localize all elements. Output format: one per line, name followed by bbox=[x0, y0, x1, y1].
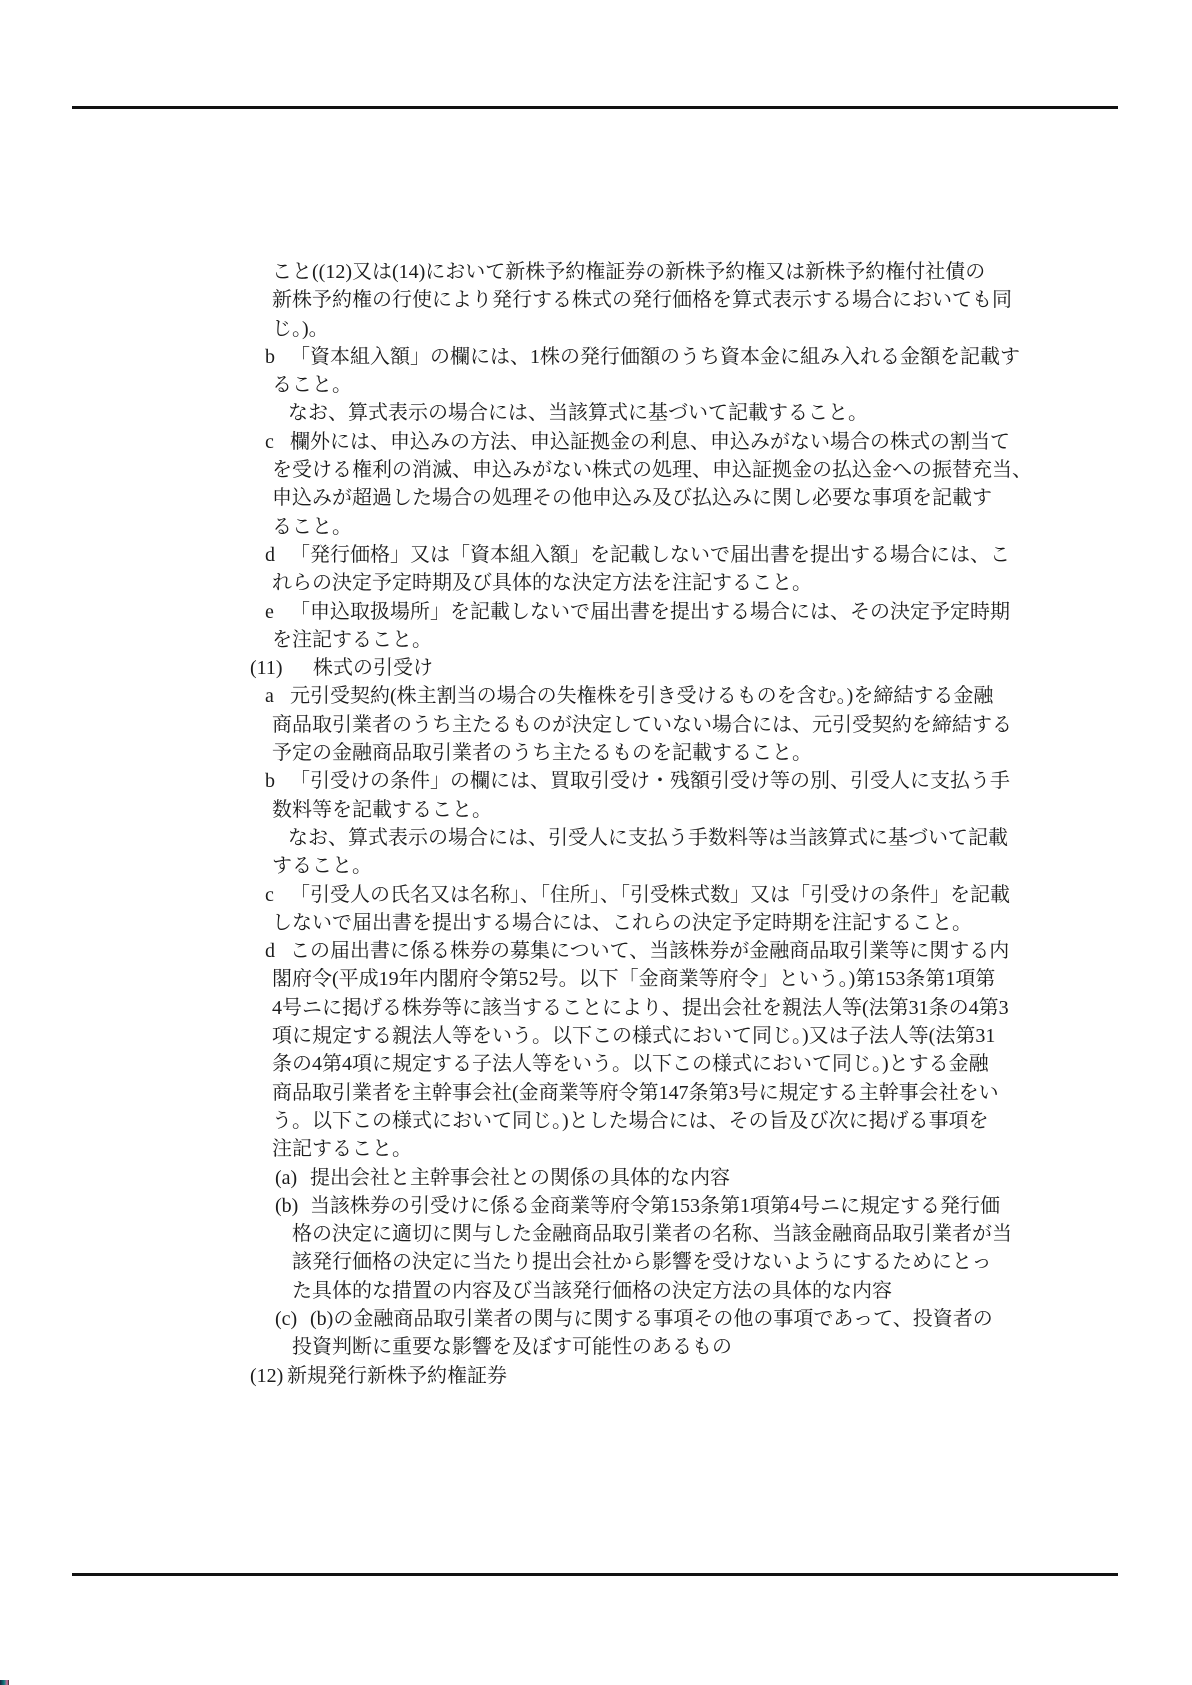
text-line bbox=[250, 286, 1012, 314]
line-text: なお、算式表示の場合には、当該算式に基づいて記載すること。 bbox=[288, 402, 868, 425]
line-text: 提出会社と主幹事会社との関係の具体的な内容 bbox=[310, 1166, 730, 1189]
line-text: (b)の金融商品取引業者の関与に関する事項その他の事項であって、投資者の bbox=[310, 1307, 993, 1330]
item-marker: (12) bbox=[250, 1364, 284, 1387]
line-text: 申込みが超過した場合の処理その他申込み及び払込みに関し必要な事項を記載す bbox=[272, 487, 992, 510]
line-text: 欄外には、申込みの方法、申込証拠金の利息、申込みがない場合の株式の割当て bbox=[290, 430, 1010, 453]
line-text: 「引受けの条件」の欄には、買取引受け・残額引受け等の別、引受人に支払う手 bbox=[290, 770, 1010, 793]
line-text: ること。 bbox=[272, 374, 352, 397]
line-text: を注記すること。 bbox=[272, 628, 432, 651]
text-line bbox=[250, 343, 1020, 371]
line-text: 商品取引業者を主幹事会社(金商業等府令第147条第3号に規定する主幹事会社をい bbox=[272, 1081, 999, 1104]
line-text: じ。)。 bbox=[272, 317, 329, 340]
text-line bbox=[250, 796, 950, 824]
text-line bbox=[250, 852, 950, 880]
text-line bbox=[250, 682, 994, 710]
item-marker: c bbox=[265, 430, 274, 453]
line-text: 格の決定に適切に関与した金融商品取引業者の名称、当該金融商品取引業者が当 bbox=[292, 1223, 1012, 1246]
line-text: こと((12)又は(14)において新株予約権証券の新株予約権又は新株予約権付社債の bbox=[272, 261, 986, 283]
text-line bbox=[250, 1079, 999, 1107]
line-text: た具体的な措置の内容及び当該発行価格の決定方法の具体的な内容 bbox=[292, 1279, 892, 1302]
text-line bbox=[250, 484, 992, 512]
line-text: 「資本組入額」の欄には、1株の発行価額のうち資本金に組み入れる金額を記載す bbox=[290, 345, 1020, 368]
text-line bbox=[250, 1333, 950, 1361]
item-marker: e bbox=[265, 600, 274, 623]
line-text: しないで届出書を提出する場合には、これらの決定予定時期を注記すること。 bbox=[272, 911, 972, 934]
text-line bbox=[250, 399, 950, 427]
line-text: を受ける権利の消滅、申込みがない株式の処理、申込証拠金の払込金への振替充当、 bbox=[272, 459, 1032, 482]
line-text: 注記すること。 bbox=[272, 1138, 412, 1161]
text-line bbox=[250, 569, 950, 597]
line-text: すること。 bbox=[272, 855, 372, 878]
text-line bbox=[250, 1107, 989, 1135]
text-line bbox=[250, 258, 986, 286]
item-marker: b bbox=[265, 345, 275, 368]
line-text: 投資判断に重要な影響を及ぼす可能性のあるもの bbox=[292, 1336, 732, 1359]
text-line bbox=[250, 456, 1032, 484]
text-line bbox=[250, 739, 950, 767]
text-line bbox=[250, 1248, 992, 1276]
text-line bbox=[250, 909, 972, 937]
bottom-border-rule bbox=[72, 1573, 1118, 1576]
text-line bbox=[250, 1277, 950, 1305]
text-line bbox=[250, 1192, 1000, 1220]
line-text: 条の4第4項に規定する子法人等をいう。以下この様式において同じ。)とする金融 bbox=[272, 1053, 989, 1076]
line-text: 該発行価格の決定に当たり提出会社から影響を受けないようにするためにとっ bbox=[292, 1251, 992, 1274]
text-line bbox=[250, 541, 1010, 569]
line-text: 項に規定する親法人等をいう。以下この様式において同じ。)又は子法人等(法第31 bbox=[272, 1025, 996, 1048]
text-line bbox=[250, 371, 950, 399]
item-marker: (11) bbox=[250, 657, 283, 680]
text-line bbox=[250, 711, 1012, 739]
text-line bbox=[250, 881, 1010, 909]
scan-artifact bbox=[0, 1680, 9, 1685]
text-line bbox=[250, 1362, 950, 1390]
text-line bbox=[250, 626, 950, 654]
text-line bbox=[250, 1050, 989, 1078]
text-line bbox=[250, 965, 996, 993]
item-marker: c bbox=[265, 883, 274, 906]
text-line bbox=[250, 937, 1010, 965]
text-line bbox=[250, 654, 950, 682]
top-border-rule bbox=[72, 106, 1118, 109]
text-line bbox=[250, 994, 1009, 1022]
item-marker: b bbox=[265, 770, 275, 793]
line-text: この届出書に係る株券の募集について、当該株券が金融商品取引業等に関する内 bbox=[290, 940, 1010, 963]
text-line bbox=[250, 1164, 950, 1192]
line-text: 4号ニに掲げる株券等に該当することにより、提出会社を親法人等(法第31条の4第3 bbox=[272, 996, 1009, 1019]
line-text: 「引受人の氏名又は名称」、「住所」、「引受株式数」又は「引受けの条件」を記載 bbox=[290, 883, 1010, 906]
text-line bbox=[250, 1305, 993, 1333]
text-line bbox=[250, 767, 1010, 795]
text-line bbox=[250, 824, 1008, 852]
line-text: 元引受契約(株主割当の場合の失権株を引き受けるものを含む。)を締結する金融 bbox=[290, 685, 994, 708]
document-body bbox=[250, 258, 1032, 1390]
line-text: なお、算式表示の場合には、引受人に支払う手数料等は当該算式に基づいて記載 bbox=[288, 826, 1008, 849]
item-marker: d bbox=[265, 543, 275, 566]
line-text: 予定の金融商品取引業者のうち主たるものを記載すること。 bbox=[272, 742, 812, 765]
text-line bbox=[250, 598, 1010, 626]
line-text: う。以下この様式において同じ。)とした場合には、その旨及び次に掲げる事項を bbox=[272, 1109, 989, 1132]
line-text: 数料等を記載すること。 bbox=[272, 798, 492, 821]
text-line bbox=[250, 428, 1010, 456]
line-text: 「申込取扱場所」を記載しないで届出書を提出する場合には、その決定予定時期 bbox=[290, 600, 1010, 623]
line-text: 株式の引受け bbox=[313, 657, 433, 680]
line-text: 新規発行新株予約権証券 bbox=[287, 1364, 507, 1387]
item-marker: a bbox=[265, 685, 274, 708]
item-marker: (a) bbox=[275, 1166, 298, 1189]
line-text: 「発行価格」又は「資本組入額」を記載しないで届出書を提出する場合には、こ bbox=[290, 543, 1010, 566]
line-text: 閣府令(平成19年内閣府令第52号。以下「金商業等府令」という。)第153条第1項第 bbox=[272, 968, 996, 991]
line-text: 当該株券の引受けに係る金商業等府令第153条第1項第4号ニに規定する発行価 bbox=[310, 1194, 1000, 1217]
line-text: 新株予約権の行使により発行する株式の発行価格を算式表示する場合においても同 bbox=[272, 289, 1012, 312]
item-marker: d bbox=[265, 940, 275, 963]
line-text: 商品取引業者のうち主たるものが決定していない場合には、元引受契約を締結する bbox=[272, 713, 1012, 736]
line-text: ること。 bbox=[272, 515, 352, 538]
text-line bbox=[250, 1220, 1012, 1248]
text-line bbox=[250, 1022, 996, 1050]
text-line bbox=[250, 315, 950, 343]
item-marker: (b) bbox=[275, 1194, 299, 1217]
text-line bbox=[250, 513, 950, 541]
item-marker: (c) bbox=[275, 1307, 298, 1330]
text-line bbox=[250, 1135, 950, 1163]
line-text: れらの決定予定時期及び具体的な決定方法を注記すること。 bbox=[272, 572, 812, 595]
